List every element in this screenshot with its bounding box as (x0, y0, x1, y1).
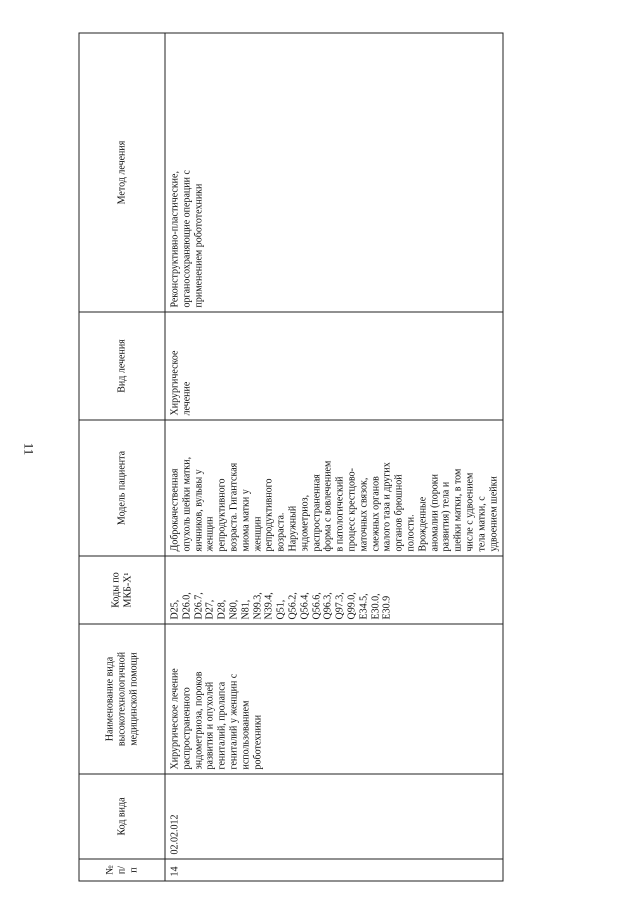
icd-code: N80, (227, 599, 239, 619)
header-num: № п/п (79, 859, 165, 881)
model-line: эндометриоз, (298, 494, 310, 551)
icd-code: D27, (204, 599, 216, 619)
cell-method (165, 33, 503, 312)
name-line: роботехники (251, 714, 263, 769)
icd-code: Q97.3, (334, 591, 346, 619)
model-line: маточных связок, (357, 477, 369, 551)
icd-code: D26.0, (180, 591, 192, 619)
header-model: Модель пациента (79, 420, 165, 556)
model-line: шейки матки, в том (452, 468, 464, 551)
cell-icd (165, 556, 503, 624)
name-line: Хирургическое лечение (169, 667, 180, 769)
model-line: процесс крестцово- (345, 467, 357, 551)
method-line: органосохраняющие операции с (180, 169, 192, 307)
icd-code: E30.0, (369, 592, 381, 619)
cell-name (165, 624, 503, 774)
header-icd: Коды по МКБ-Х¹ (79, 556, 165, 624)
model-line: женщин (251, 516, 263, 551)
name-line: эндометриоза, пороков (192, 671, 204, 769)
name-line: гениталий у женщин с (227, 673, 239, 769)
model-line: миома матки у (239, 488, 251, 551)
model-line: Доброкачественная (169, 467, 180, 551)
icd-code: D25, (169, 599, 180, 619)
table-container (78, 33, 499, 881)
header-method: Метод лечения (79, 33, 165, 312)
model-line: малого таза и других (381, 461, 393, 551)
model-line: удвоением шейки (487, 475, 499, 551)
icd-code: D28, (216, 599, 228, 619)
icd-code: N99.3, (251, 591, 263, 619)
header-name: Наименование вида высокотехнологичной медицинской помощи (79, 624, 165, 774)
model-line: Наружный (286, 505, 298, 551)
model-line: распространенная (310, 473, 322, 551)
model-line: репродуктивного (263, 478, 275, 551)
header-type: Вид лечения (79, 312, 165, 420)
model-line: развития) тела и (440, 481, 452, 551)
icd-code: E34.5, (357, 592, 369, 619)
icd-code: Q56.6, (310, 591, 322, 619)
model-line: органов брюшной (393, 473, 405, 551)
model-line: возраста. Гигантская (227, 462, 239, 551)
name-line: развития и опухолей (204, 681, 216, 769)
model-line: тела матки, с (475, 495, 487, 551)
method-line: применением робототехники (192, 183, 204, 307)
icd-code: E30.9 (381, 595, 393, 619)
model-line: Врожденные (416, 496, 428, 551)
cell-code: 02.02.012 (165, 774, 503, 859)
model-line: женщин (204, 516, 216, 551)
name-line: гениталий, пролапса (216, 681, 228, 769)
type-line: лечение (180, 381, 192, 415)
type-line: Хирургическое (169, 350, 180, 415)
cell-model (165, 420, 503, 556)
cell-type (165, 312, 503, 420)
icd-code: Q51, (275, 599, 287, 619)
icd-code: Q99.0, (345, 591, 357, 619)
table-row (165, 33, 503, 881)
model-line: полости. (404, 513, 416, 551)
name-line: распространенного (180, 686, 192, 769)
icd-code: Q56.2, (286, 591, 298, 619)
icd-code: N81, (239, 599, 251, 619)
model-line: смежных органов (369, 475, 381, 551)
cell-num: 14 (165, 859, 503, 881)
model-line: аномалии (пороки (428, 473, 440, 551)
table-header-row (79, 33, 165, 881)
model-line: возраста. (275, 512, 287, 551)
rotated-table-frame (78, 33, 499, 881)
icd-code: N39.4, (263, 591, 275, 619)
model-line: числе с удвоением (463, 472, 475, 551)
method-line: Реконструктивно-пластические, (169, 170, 180, 307)
model-line: в патологический (334, 475, 346, 551)
page-number: 11 (21, 442, 37, 456)
model-line: форма с вовлечением (322, 460, 334, 551)
icd-code: Q96.3, (322, 591, 334, 619)
icd-code: Q56.4, (298, 591, 310, 619)
hmp-table (78, 32, 503, 881)
header-code: Код вида (79, 774, 165, 859)
model-line: яичников, вульвы у (192, 468, 204, 551)
model-line: репродуктивного (216, 478, 228, 551)
model-line: опухоль шейки матки, (180, 456, 192, 551)
icd-code: D26.7, (192, 591, 204, 619)
name-line: использованием (239, 700, 251, 769)
